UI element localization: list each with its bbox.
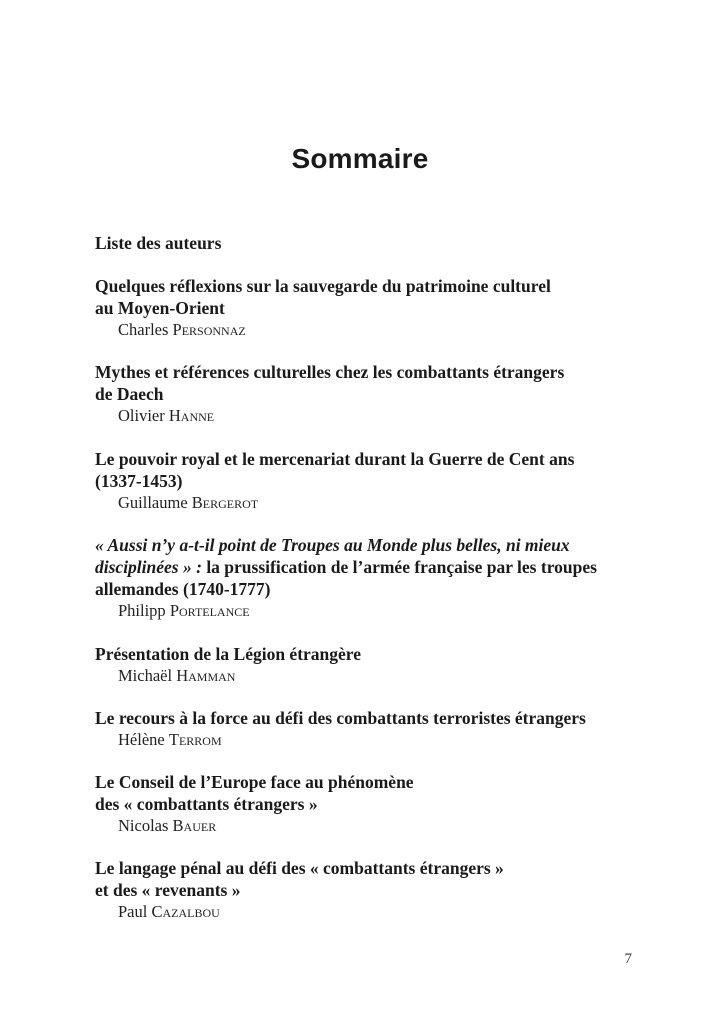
toc-entry-title-line: Le langage pénal au défi des « combattants étrangers » bbox=[95, 858, 504, 878]
toc-entry-author bbox=[118, 492, 635, 514]
toc-entry-author bbox=[118, 665, 635, 687]
author-last-name: Bergerot bbox=[191, 493, 259, 512]
toc-entry bbox=[95, 232, 635, 254]
toc-entry-title: Liste des auteurs bbox=[95, 233, 222, 253]
toc-entry-title-line: et des « revenants » bbox=[95, 880, 241, 900]
toc-entry-title-line: allemandes (1740-1777) bbox=[95, 579, 271, 599]
author-last-name: Hamman bbox=[176, 666, 236, 685]
toc-entry-author bbox=[118, 600, 635, 622]
toc-entry bbox=[95, 448, 635, 514]
toc-entry bbox=[95, 534, 635, 622]
toc-entry bbox=[95, 707, 635, 751]
author-last-name: Bauer bbox=[172, 816, 217, 835]
author-last-name: Personnaz bbox=[172, 320, 246, 339]
author-first-name: Michaël bbox=[118, 666, 177, 685]
toc-entry-title bbox=[95, 275, 635, 319]
author-last-name: Portelance bbox=[169, 601, 250, 620]
toc-entry-title-line: « Aussi n’y a-t-il point de Troupes au Monde plus belles, ni mieux bbox=[95, 535, 570, 555]
toc-entry bbox=[95, 643, 635, 687]
toc-entry-title-line: Quelques réflexions sur la sauvegarde du patrimoine culturel bbox=[95, 276, 551, 296]
toc-entry-title-line: Le Conseil de l’Europe face au phénomène bbox=[95, 772, 414, 792]
toc-entry-title bbox=[95, 448, 635, 492]
toc-entry-title bbox=[95, 857, 635, 901]
toc-entry-author bbox=[118, 319, 635, 341]
toc-entry-title-rest: la prussification de l’armée française par les troupes bbox=[201, 557, 597, 577]
author-first-name: Olivier bbox=[118, 406, 169, 425]
author-first-name: Hélène bbox=[118, 730, 169, 749]
toc-entry-author bbox=[118, 901, 635, 923]
toc-entry-title-line: (1337-1453) bbox=[95, 471, 183, 491]
toc-entry-title-line: Mythes et références culturelles chez les combattants étrangers bbox=[95, 362, 565, 382]
toc-entry-author bbox=[118, 405, 635, 427]
toc-entry-title: Le recours à la force au défi des combattants terroristes étrangers bbox=[95, 708, 586, 728]
toc-entry-author bbox=[118, 729, 635, 751]
author-first-name: Nicolas bbox=[118, 816, 173, 835]
toc-entry-title bbox=[95, 361, 635, 405]
page-number: 7 bbox=[624, 951, 632, 967]
toc-entry-title: Présentation de la Légion étrangère bbox=[95, 644, 362, 664]
author-first-name: Paul bbox=[118, 902, 152, 921]
toc-entry-author bbox=[118, 815, 635, 837]
toc-entry-title bbox=[95, 771, 635, 815]
toc-entry-title-line: des « combattants étrangers » bbox=[95, 794, 318, 814]
author-first-name: Philipp bbox=[118, 601, 170, 620]
toc-entry-title-line: au Moyen-Orient bbox=[95, 298, 225, 318]
toc-entry bbox=[95, 857, 635, 923]
toc-entry-title bbox=[95, 534, 635, 600]
author-first-name: Charles bbox=[118, 320, 173, 339]
toc-entry bbox=[95, 771, 635, 837]
toc-entry-title-italic: disciplinées » : bbox=[95, 557, 202, 577]
author-last-name: Cazalbou bbox=[151, 902, 220, 921]
page-title: Sommaire bbox=[291, 143, 429, 174]
author-first-name: Guillaume bbox=[118, 493, 192, 512]
author-last-name: Terrom bbox=[168, 730, 222, 749]
toc-entry-title-line: Le pouvoir royal et le mercenariat durant la Guerre de Cent ans bbox=[95, 449, 575, 469]
author-last-name: Hanne bbox=[168, 406, 215, 425]
toc-entry bbox=[95, 361, 635, 427]
toc-entry bbox=[95, 275, 635, 341]
toc-entry-title-line: de Daech bbox=[95, 384, 164, 404]
toc-entry-title-line bbox=[95, 556, 635, 578]
